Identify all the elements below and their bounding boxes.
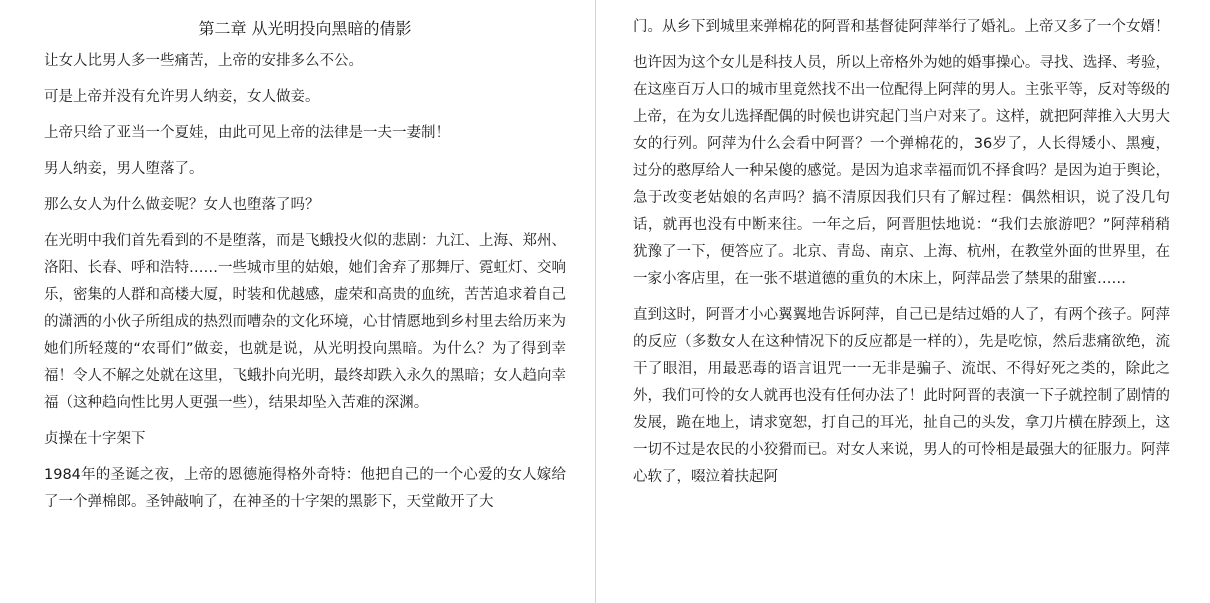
- right-page: [597, 0, 1210, 603]
- paragraph: 那么女人为什么做妾呢？女人也堕落了吗？: [44, 197, 320, 213]
- paragraph: 也许因为这个女儿是科技人员，所以上帝格外为她的婚事操心。寻找、选择、考验，在这座百万人口的城市里竟然找不出一位配得上阿萍的男人。主张平等，反对等级的上帝，在为女儿选择配偶的时候也讲究起门当户对来了。这样，就把阿萍推入大男大女的行列。阿萍为什么会看中阿晋？一个弹棉花的，36岁了，人长得矮小、黑瘦，过分的憨厚给人一种呆傻的感觉。是因为追求幸福而饥不择食吗？是因为迫于舆论，急于改变老姑娘的名声吗？搞不清原因我们只有了解过程：偶然相识，说了没几句话，就再也没有中断来往。一年之后，阿晋胆怯地说：“我们去旅游吧？”阿萍稍稍犹豫了一下，便答应了。北京、青岛、南京、上海、杭州，在教堂外面的世界里，在一家小客店里，在一张不堪道德的重负的木床上，阿萍品尝了禁果的甜蜜……: [633, 55, 1170, 287]
- page-divider: [595, 0, 596, 603]
- section-heading: 贞操在十字架下: [44, 431, 146, 447]
- left-page: [0, 0, 596, 603]
- paragraph: 让女人比男人多一些痛苦，上帝的安排多么不公。: [44, 53, 363, 69]
- paragraph: 上帝只给了亚当一个夏娃，由此可见上帝的法律是一夫一妻制！: [44, 125, 450, 141]
- paragraph: 门。从乡下到城里来弹棉花的阿晋和基督徒阿萍举行了婚礼。上帝又多了一个女婿！: [633, 19, 1170, 35]
- chapter-title: 第二章 从光明投向黑暗的倩影: [198, 19, 412, 38]
- paragraph: 可是上帝并没有允许男人纳妾，女人做妾。: [44, 89, 320, 105]
- paragraph: 男人纳妾，男人堕落了。: [44, 161, 204, 177]
- paragraph: 直到这时，阿晋才小心翼翼地告诉阿萍，自己已是结过婚的人了，有两个孩子。阿萍的反应（多数女人在这种情况下的反应都是一样的），先是吃惊，然后悲痛欲绝，流干了眼泪，用最恶毒的语言诅咒一一无非是骗子、流氓、不得好死之类的，除此之外，我们可怜的女人就再也没有任何办法了！此时阿晋的表演一下子就控制了剧情的发展，跪在地上，请求宽恕，打自己的耳光，扯自己的头发，拿刀片横在脖颈上，这一切不过是农民的小狡猾而已。对女人来说，男人的可怜相是最强大的征服力。阿萍心软了，啜泣着扶起阿: [633, 307, 1170, 485]
- paragraph: 1984年的圣诞之夜，上帝的恩德施得格外奇特：他把自己的一个心爱的女人嫁给了一个弹棉郎。圣钟敲响了，在神圣的十字架的黑影下，天堂敞开了大: [44, 467, 566, 510]
- paragraph: 在光明中我们首先看到的不是堕落，而是飞蛾投火似的悲剧：九江、上海、郑州、洛阳、长春、呼和浩特……一些城市里的姑娘，她们舍弃了那舞厅、霓虹灯、交响乐，密集的人群和高楼大厦，时装和优越感，虚荣和高贵的血统，苦苦追求着自己的潇洒的小伙子所组成的热烈而嘈杂的文化环境，心甘情愿地到乡村里去给历来为她们所轻蔑的“农哥们”做妾，也就是说，从光明投向黑暗。为什么？为了得到幸福！令人不解之处就在这里，飞蛾扑向光明，最终却跌入永久的黑暗；女人趋向幸福（这种趋向性比男人更强一些），结果却坠入苦难的深渊。: [44, 233, 566, 411]
